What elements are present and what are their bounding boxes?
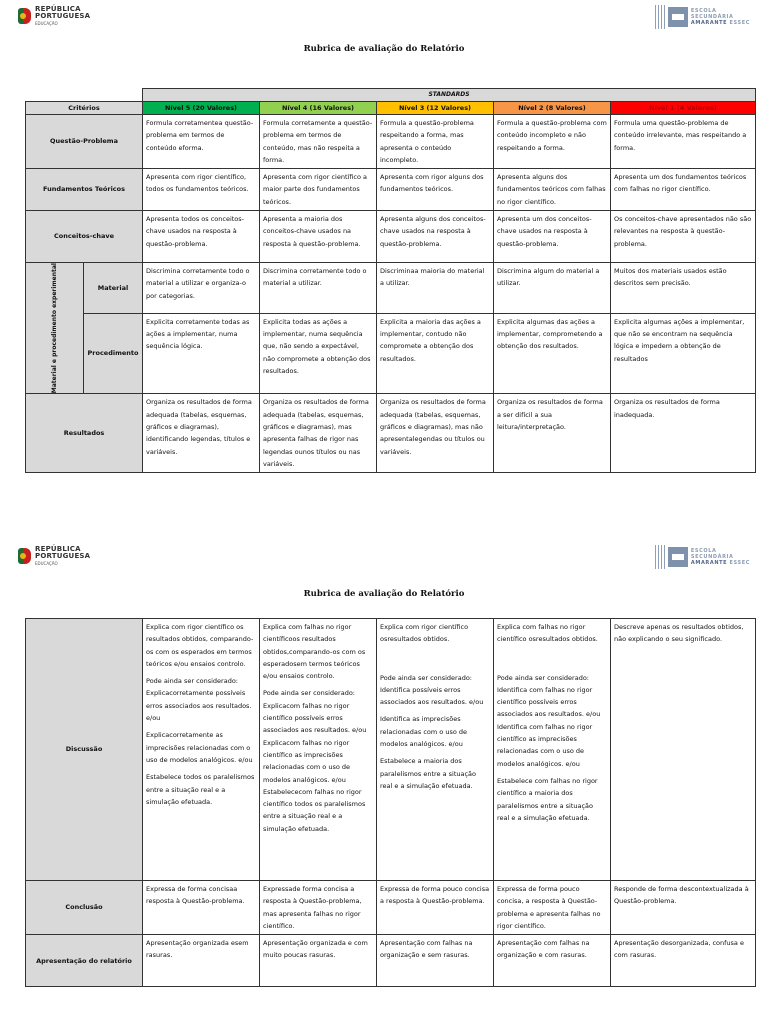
level-3-header: Nível 3 (12 Valores) [377, 102, 494, 115]
cell-paragraph: Estabelececom falhas no rigor científico todos os paralelismos entre a situação real e a simulação efetuada. [263, 787, 366, 833]
rubric-cell: Explicita corretamente todas as ações a implementar, numa sequência lógica. [143, 313, 260, 394]
rubric-cell: Formula corretamentea questão-problema em termos de conteúdo eforma. [143, 115, 260, 169]
rubric-cell: Formula corretamente a questão-problema em termos de conteúdo, mas não respeita a forma. [260, 115, 377, 169]
school-name: AMARANTE [690, 20, 728, 26]
flag-emblem-icon [18, 8, 32, 26]
logo-line-1: REPÚBLICA [35, 545, 81, 553]
rubric-cell: Discrimina corretamente todo o material a utilizar. [260, 263, 377, 314]
cell-paragraph: Explica com rigor científico os resultados obtidos, comparando-os com os esperados em termos teóricos e/ou ensaios controlo. [146, 623, 254, 668]
group-label: Material e procedimento experimental [50, 263, 58, 394]
school-name: AMARANTE [690, 560, 728, 566]
rubric-cell: Discrimina algum do material a utilizar. [494, 263, 611, 314]
stripes-icon [655, 545, 665, 569]
empty-corner [26, 89, 143, 102]
rubric-cell: Expressa de forma pouco concisa, a resposta à Questão-problema e apresenta falhas no rigor científico. [494, 881, 611, 935]
page-title: Rubrica de avaliação do Relatório [303, 44, 465, 54]
rubric-table [25, 88, 756, 473]
rubric-cell: Muitos dos materiais usados estão descritos sem precisão. [611, 263, 756, 314]
school-emblem-icon [668, 7, 688, 27]
rubric-cell: Apresenta com rigor científico, todos os fundamentos teóricos. [143, 169, 260, 211]
rubric-table-continued [25, 618, 756, 987]
cell-paragraph: Pode ainda ser considerado: Identifica possíveis erros associados aos resultados. e/ou [380, 673, 484, 707]
criterion-cell: Conclusão [26, 881, 143, 935]
group-label-cell [26, 263, 84, 394]
rubric-cell: Apresenta com rigor científico a maior parte dos fundamentos teóricos. [260, 169, 377, 211]
school-line-2: SECUNDÁRIA [690, 554, 734, 560]
criteria-header: Critérios [26, 102, 143, 115]
cell-paragraph: Descreve apenas os resultados obtidos, não explicando o seu significado. [614, 623, 744, 644]
rubric-cell: Apresenta com rigor alguns dos fundamentos teóricos. [377, 169, 494, 211]
criterion-cell: Apresentação do relatório [26, 935, 143, 987]
rubric-cell: Apresenta a maioria dos conceitos-chave usados na resposta à questão-problema. [260, 211, 377, 263]
table-row [26, 313, 756, 394]
school-line-1: ESCOLA [690, 548, 717, 554]
criterion-cell: Questão-Problema [26, 115, 143, 169]
criterion-cell: Conceitos-chave [26, 211, 143, 263]
rubric-cell: Expressa de forma concisaa resposta à Questão-problema. [143, 881, 260, 935]
school-emblem-icon [668, 547, 688, 567]
rubric-cell: Apresentação com falhas na organização e com rasuras. [494, 935, 611, 987]
table-row [26, 394, 756, 473]
table-row [26, 211, 756, 263]
criterion-cell: Fundamentos Teóricos [26, 169, 143, 211]
level-1-header: Nível 1 (4 Valores) [611, 102, 756, 115]
rubric-cell [143, 619, 260, 881]
rubric-cell: Apresentação organizada esem rasuras. [143, 935, 260, 987]
rubric-cell: Organiza os resultados de forma a ser difícil a sua leitura/interpretação. [494, 394, 611, 473]
table-row [26, 169, 756, 211]
rubric-cell: Formula a questão-problema respeitando a forma, mas apresenta o conteúdo incompleto. [377, 115, 494, 169]
escola-secundaria-logo [655, 545, 750, 569]
rubric-cell: Organiza os resultados de forma adequada (tabelas, esquemas, gráficos e diagramas), mas não apresentalegendas ou títulos ou variáveis. [377, 394, 494, 473]
page-title: Rubrica de avaliação do Relatório [303, 589, 465, 599]
cell-paragraph: Identifica as imprecisões relacionadas com o uso de modelos analógicos. e/ou [380, 715, 468, 749]
logo-line-2: PORTUGUESA [35, 551, 91, 560]
cell-paragraph: Pode ainda ser considerado: Identifica com falhas no rigor científico possíveis erros associados aos resultados. e/ou Identifica com falhas no rigor científico as imprecisões relacionadas com o uso de modelos analógicos. e/ou [497, 673, 601, 768]
criterion-cell: Procedimento [84, 313, 143, 394]
cell-paragraph: Explica com falhas no rigor científicoos resultados obtidos,comparando-os com os esperadosem termos teóricos e/ou ensaios controlo. [263, 623, 366, 681]
rubric-cell: Organiza os resultados de forma adequada (tabelas, esquemas, gráficos e diagramas), mas apresenta falhas de rigor nas legendas ounos títulos ou nas variáveis. [260, 394, 377, 473]
page-1 [0, 0, 768, 500]
cell-paragraph: Explica com rigor científico osresultados obtidos. [380, 623, 469, 644]
rubric-cell: Discriminaa maioria do material a utilizar. [377, 263, 494, 314]
cell-paragraph: Explicacorretamente as imprecisões relacionadas com o uso de modelos analógicos. e/ou [146, 731, 253, 764]
logo-line-1: REPÚBLICA [35, 5, 81, 13]
level-5-header: Nível 5 (20 Valores) [143, 102, 260, 115]
rubric-cell: Expressa de forma pouco concisa a resposta à Questão-problema. [377, 881, 494, 935]
rubric-cell: Organiza os resultados de forma inadequada. [611, 394, 756, 473]
logo-line-2: PORTUGUESA [35, 11, 91, 20]
stripes-icon [655, 5, 665, 29]
republica-portuguesa-logo [18, 6, 90, 28]
table-row [26, 263, 756, 314]
cell-paragraph: Estabelece com falhas no rigor científico a maioria dos paralelismos entre a situação real e a simulação efetuada. [497, 776, 598, 822]
rubric-cell: Apresenta alguns dos fundamentos teóricos com falhas no rigor científico. [494, 169, 611, 211]
rubric-cell: Explicita algumas das ações a implementar, comprometendo a obtenção dos resultados. [494, 313, 611, 394]
rubric-cell: Explicita algumas ações a implementar, que não se encontram na sequência lógica e impedem a obtenção de resultados [611, 313, 756, 394]
table-row [26, 619, 756, 881]
rubric-cell: Apresentação desorganizada, confusa e com rasuras. [611, 935, 756, 987]
table-row [26, 115, 756, 169]
rubric-cell [377, 619, 494, 881]
rubric-cell: Apresentação organizada e com muito poucas rasuras. [260, 935, 377, 987]
rubric-cell: Discrimina corretamente todo o material a utilizar e organiza-o por categorias. [143, 263, 260, 314]
level-4-header: Nível 4 (16 Valores) [260, 102, 377, 115]
escola-secundaria-logo [655, 5, 750, 29]
cell-paragraph: Explica com falhas no rigor científico osresultados obtidos. [497, 623, 598, 644]
school-line-2: SECUNDÁRIA [690, 14, 734, 20]
rubric-cell: Apresenta um dos conceitos-chave usados na resposta à questão-problema. [494, 211, 611, 263]
criterion-cell: Discussão [26, 619, 143, 881]
logo-sub: EDUCAÇÃO [35, 21, 58, 26]
rubric-cell: Os conceitos-chave apresentados não são relevantes na resposta à questão-problema. [611, 211, 756, 263]
rubric-cell: Responde de forma descontextualizada à Questão-problema. [611, 881, 756, 935]
standards-header: STANDARDS [143, 89, 756, 102]
rubric-cell: Explicita todas as ações a implementar, numa sequência que, não sendo a expectável, não compromete a obtenção dos resultados. [260, 313, 377, 394]
school-tail: ESSEC [729, 20, 750, 26]
rubric-cell: Formula uma questão-problema de conteúdo irrelevante, mas respeitando a forma. [611, 115, 756, 169]
criterion-cell: Resultados [26, 394, 143, 473]
rubric-cell: Explicita a maioria das ações a implementar, contudo não compromete a obtenção dos resultados. [377, 313, 494, 394]
rubric-cell: Formula a questão-problema com conteúdo incompleto e não respeitando a forma. [494, 115, 611, 169]
cell-paragraph: Pode ainda ser considerado: Explicacom falhas no rigor científico possíveis erros associados aos resultados. e/ou [263, 689, 367, 735]
rubric-cell: Apresentação com falhas na organização e sem rasuras. [377, 935, 494, 987]
logo-sub: EDUCAÇÃO [35, 561, 58, 566]
page-2 [0, 540, 768, 1024]
rubric-cell [611, 619, 756, 881]
cell-paragraph: Estabelece a maioria dos paralelismos entre a situação real e a simulação efetuada. [380, 757, 477, 790]
rubric-cell [494, 619, 611, 881]
school-tail: ESSEC [729, 560, 750, 566]
rubric-cell: Apresenta um dos fundamentos teóricos com falhas no rigor científico. [611, 169, 756, 211]
republica-portuguesa-logo [18, 546, 90, 568]
table-row [26, 935, 756, 987]
level-2-header: Nível 2 (8 Valores) [494, 102, 611, 115]
flag-emblem-icon [18, 548, 32, 566]
rubric-cell: Apresenta todos os conceitos-chave usados na resposta à questão-problema. [143, 211, 260, 263]
rubric-cell [260, 619, 377, 881]
cell-paragraph: Pode ainda ser considerado: Explicacorretamente possíveis erros associados aos resultados. e/ou [146, 677, 252, 723]
rubric-cell: Expressade forma concisa a resposta à Questão-problema, mas apresenta falhas no rigor científico. [260, 881, 377, 935]
rubric-cell: Apresenta alguns dos conceitos-chave usados na resposta à questão-problema. [377, 211, 494, 263]
rubric-cell: Organiza os resultados de forma adequada (tabelas, esquemas, gráficos e diagramas), identificando legendas, títulos e variáveis. [143, 394, 260, 473]
cell-paragraph: Explicacom falhas no rigor científico as imprecisões relacionadas com o uso de modelos analógicos. e/ou [263, 738, 351, 784]
school-line-1: ESCOLA [690, 8, 717, 14]
criterion-cell: Material [84, 263, 143, 314]
table-row [26, 881, 756, 935]
cell-paragraph: Estabelece todos os paralelismos entre a situação real e a simulação efetuada. [146, 773, 255, 806]
